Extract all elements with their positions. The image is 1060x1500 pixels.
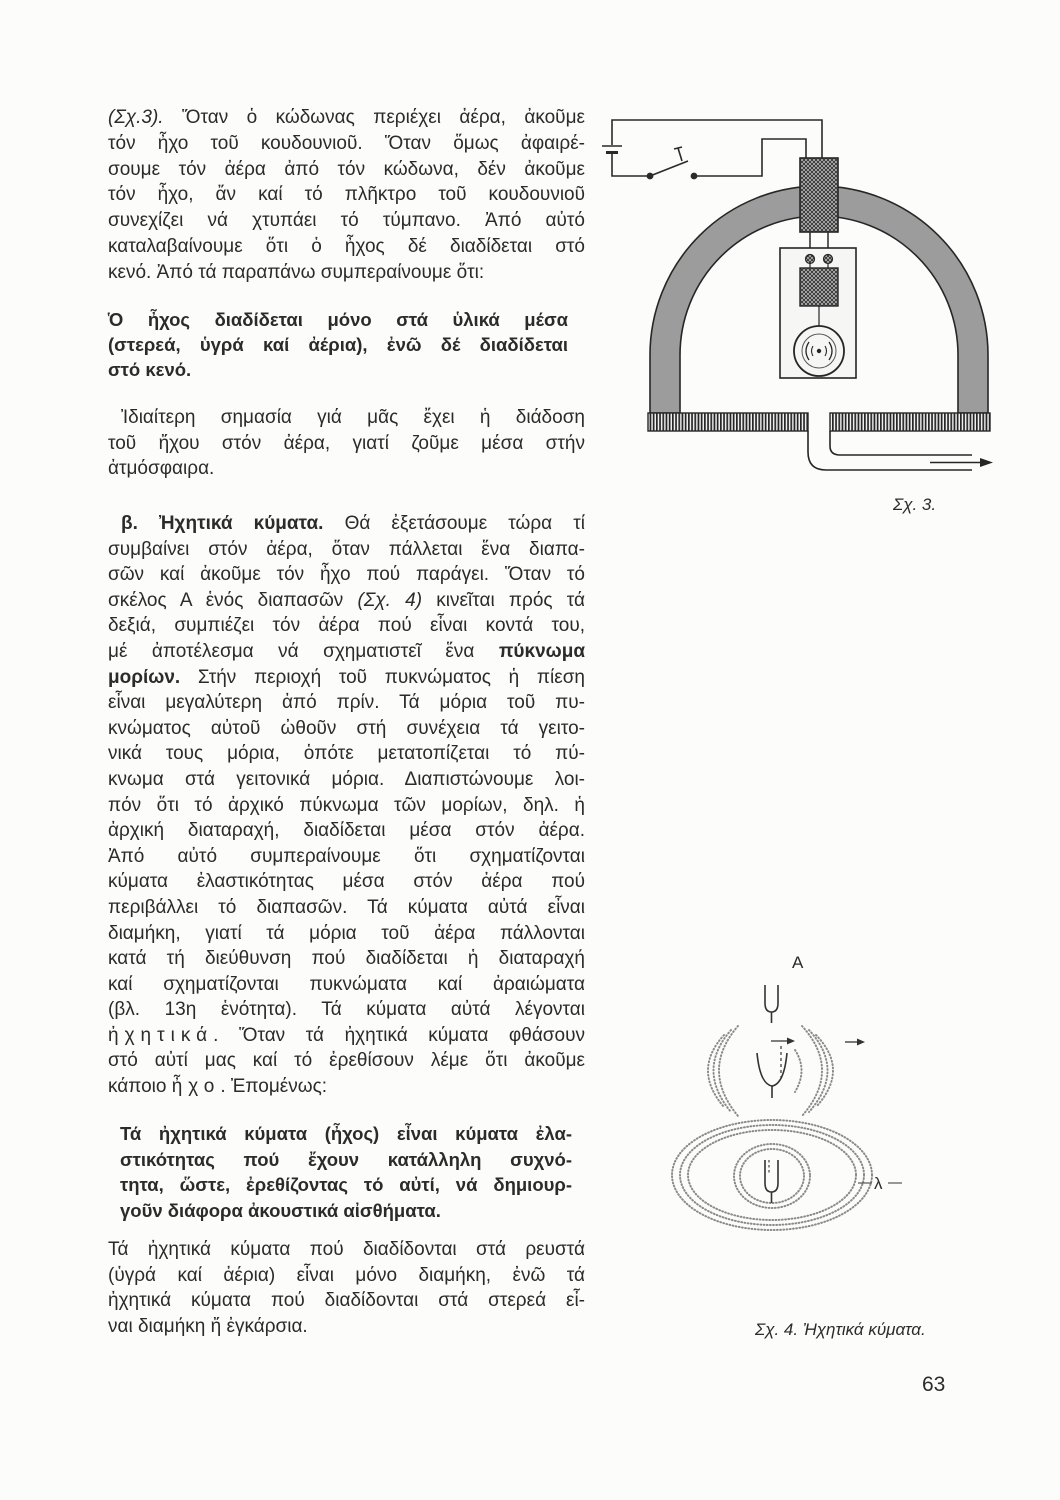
paragraph-sound-in-air	[108, 405, 585, 482]
text-segment: καί σχηματίζονται πυκνώματα καί ἀραιώματα	[108, 973, 585, 995]
text-segment: Τά ἠχητικά κύματα πού διαδίδονται στά ρευστά	[108, 1239, 585, 1260]
figure-3-bell-jar	[595, 108, 1005, 480]
text-segment: τοῦ ἤχου στόν ἀέρα, γιατί ζοῦμε μέσα στήν	[108, 432, 585, 454]
wavelength-label: λ	[874, 1174, 883, 1193]
text-line	[108, 818, 585, 844]
figure-3-caption: Σχ. 3.	[893, 495, 937, 514]
text-segment: ναι διαμήκη ἤ ἐγκάρσια.	[108, 1316, 308, 1338]
text-line	[108, 665, 585, 691]
text-segment: τητα, ὥστε, ἐρεθίζοντας τό αὐτί, νά δημιουρ-	[120, 1174, 572, 1196]
text-line	[108, 307, 568, 332]
text-line	[108, 562, 585, 588]
rule-sound-waves-definition	[120, 1121, 572, 1224]
battery-icon	[602, 146, 622, 153]
text-segment: Θά ἐξετάσουμε τώρα τί	[323, 513, 585, 534]
text-segment: κενό. Ἀπό τά παραπάνω συμπεραίνουμε ὅτι:	[108, 261, 485, 283]
page-number: 63	[922, 1373, 946, 1396]
vacuum-pipe	[808, 431, 972, 470]
rubber-plug	[800, 158, 838, 232]
text-segment: σουμε τόν ἀέρα ἀπό τόν κώδωνα, δέν ἀκοῦμε	[108, 158, 585, 180]
text-line	[108, 997, 585, 1023]
wave-fronts	[672, 1120, 872, 1230]
text-segment: κάποιο	[108, 1076, 172, 1098]
text-segment: Τά ἠχητικά κύματα (ἦχος) εἶναι κύματα ἐλα-	[120, 1123, 572, 1144]
prong-motion-arrow	[771, 1038, 795, 1045]
text-segment: μέ ἀποτέλεσμα νά σχηματιστεῖ ἕνα	[108, 640, 499, 662]
text-segment: τόν ἦχο, ἄν καί τό πλῆκτρο τοῦ κουδουνιοῦ	[108, 184, 585, 206]
text-segment: ἠχητικά κύματα πού διαδίδονται στά στερεά εἶ-	[108, 1290, 585, 1312]
text-line	[108, 208, 585, 234]
text-line	[108, 741, 585, 767]
text-line	[108, 431, 585, 457]
text-line	[108, 639, 585, 665]
text-line	[108, 793, 585, 819]
base-plate	[648, 413, 990, 431]
tuning-fork-at-rest	[765, 985, 778, 1023]
text-line	[108, 511, 585, 537]
text-segment: διαμήκη, γιατί τά μόρια τοῦ ἀέρα πάλλονται	[108, 922, 585, 944]
text-line	[108, 131, 585, 157]
text-segment: ἠχητικά	[108, 1024, 214, 1046]
text-line	[108, 234, 585, 260]
text-line	[108, 588, 585, 614]
electric-bell	[780, 248, 856, 378]
circuit-wires	[612, 120, 822, 176]
figure-4-sound-waves	[660, 940, 940, 1235]
text-segment: . Ὅταν τά ἠχητικά κύματα φθάσουν	[213, 1024, 585, 1046]
text-line	[108, 456, 585, 482]
text-segment: κνώματος αὐτοῦ ὠθοῦν στή συνέχεια τά γειτο-	[108, 717, 585, 739]
text-segment: εἶναι μεγαλύτερη ἀπό πρίν. Τά μόρια τοῦ πυ-	[108, 692, 585, 714]
text-segment: στό αὐτί μας καί τό ἐρεθίσουν λέμε ὅτι ἀκοῦμε	[108, 1050, 585, 1072]
text-line	[108, 895, 585, 921]
text-line	[108, 921, 585, 947]
switch-icon	[647, 147, 696, 179]
text-segment: τόν ἦχο τοῦ κουδουνιοῦ. Ὅταν ὅμως ἀφαιρέ-	[108, 132, 585, 154]
text-segment: σῶν καί ἀκοῦμε τόν ἦχο πού παράγει. Ὅταν τό	[108, 564, 585, 586]
text-segment: περιβάλλει τό διαπασῶν. Τά κύματα αὐτά εἶναι	[108, 896, 585, 918]
text-segment: δεξιά, συμπιέζει τόν ἀέρα πού εἶναι κοντά του,	[108, 615, 585, 637]
text-line	[108, 405, 585, 431]
text-line	[108, 1237, 585, 1263]
text-line	[108, 972, 585, 998]
prong-label: Α	[792, 953, 804, 972]
text-line	[108, 332, 568, 357]
text-segment: πύκνωμα	[498, 640, 585, 662]
text-line	[108, 1263, 585, 1289]
text-segment: συμβαίνει στόν ἀέρα, ὅταν πάλλεται ἕνα διαπα-	[108, 538, 585, 560]
figure-4-caption: Σχ. 4. Ἠχητικά κύματα.	[755, 1320, 926, 1339]
paragraph-longitudinal-transverse	[108, 1237, 585, 1340]
text-segment: (στερεά, ὑγρά καί ἀέρια), ἐνῶ δέ διαδίδεται	[108, 334, 568, 355]
text-segment: κύματα ἐλαστικότητας μέσα στόν ἀέρα πού	[108, 871, 585, 893]
text-line	[108, 1288, 585, 1314]
text-line	[108, 716, 585, 742]
tuning-fork-vibrating	[757, 1046, 787, 1098]
text-segment: νικά τους μόρια, ὁπότε μετατοπίζεται τό πύ-	[108, 743, 585, 765]
text-segment: (ὑγρά καί ἀέρια) εἶναι μόνο διαμήκη, ἐνῶ τά	[108, 1264, 585, 1286]
wave-direction-arrow	[845, 1039, 865, 1046]
text-line	[108, 1314, 585, 1340]
tuning-fork-emitting	[765, 1160, 778, 1203]
text-segment: ἀτμόσφαιρα.	[108, 458, 215, 480]
text-segment: κατά τή διεύθυνση πού διαδίδεται ἡ διαταραχή	[108, 948, 585, 970]
paragraph-bell-jar-experiment	[108, 105, 585, 286]
text-segment: μορίων.	[108, 666, 181, 688]
text-line	[108, 537, 585, 563]
text-segment: συνεχίζει νά χτυπάει τό τύμπανο. Ἀπό αὐτό	[108, 210, 585, 232]
text-segment: στικότητας πού ἔχουν κατάλληλη συχνό-	[120, 1148, 572, 1170]
text-segment: (Σχ.3).	[108, 107, 164, 128]
text-segment: (βλ. 13η ἑνότητα). Τά κύματα αὐτά λέγονται	[108, 999, 585, 1021]
text-segment: κνωμα στά γειτονικά μόρια. Διαπιστώνουμε λοι-	[108, 768, 585, 790]
text-line	[108, 157, 585, 183]
text-line	[108, 946, 585, 972]
text-segment: Ὁ ἦχος διαδίδεται μόνο στά ὑλικά μέσα	[108, 309, 568, 330]
text-segment: Ἰδιαίτερη σημασία γιά μᾶς ἔχει ἡ διάδοση	[121, 407, 585, 428]
electromagnet	[800, 268, 838, 306]
text-segment: Ἀπό αὐτό συμπεραίνουμε ὅτι σχηματίζονται	[108, 845, 585, 867]
text-line	[108, 1074, 585, 1100]
text-segment: Στήν περιοχή τοῦ πυκνώματος ἡ πίεση	[180, 666, 585, 688]
text-line	[108, 1048, 585, 1074]
text-line	[108, 844, 585, 870]
text-line	[108, 613, 585, 639]
text-line	[108, 690, 585, 716]
text-segment: πόν ὅτι τό ἀρχικό πύκνωμα τῶν μορίων, δηλ. ἡ	[108, 794, 585, 816]
compression-wave-arcs	[708, 1026, 833, 1116]
text-line	[120, 1147, 572, 1173]
text-line	[120, 1198, 572, 1224]
text-line	[108, 767, 585, 793]
text-segment: καταλαβαίνουμε ὅτι ὁ ἦχος δέ διαδίδεται στό	[108, 235, 585, 257]
text-line	[108, 869, 585, 895]
wavelength-marker	[858, 1174, 902, 1193]
text-line	[108, 357, 568, 382]
text-segment: κινεῖται πρός τά	[422, 589, 586, 611]
text-segment: Ὅταν ὁ κώδωνας περιέχει ἀέρα, ἀκοῦμε	[163, 107, 585, 128]
text-segment: . Ἐπομένως:	[220, 1076, 328, 1098]
text-segment: σκέλος Α ἑνός διαπασῶν	[108, 589, 358, 611]
text-line	[120, 1121, 572, 1147]
text-line	[120, 1172, 572, 1198]
paragraph-sound-waves	[108, 511, 585, 1100]
text-line	[108, 182, 585, 208]
rule-sound-propagation	[108, 307, 568, 382]
text-line	[108, 105, 585, 131]
text-segment: γοῦν διάφορα ἀκουστικά αἰσθήματα.	[120, 1200, 441, 1222]
text-segment: β. Ἠχητικά κύματα.	[121, 513, 324, 534]
text-line	[108, 1023, 585, 1049]
air-flow-arrow	[930, 458, 993, 467]
text-segment: στό κενό.	[108, 359, 192, 380]
text-segment: ἀρχική διαταραχή, διαδίδεται μέσα στόν ἀέρα.	[108, 820, 585, 842]
text-segment: ἦχο	[171, 1076, 221, 1098]
text-segment: (Σχ. 4)	[357, 589, 423, 611]
text-line	[108, 260, 585, 286]
